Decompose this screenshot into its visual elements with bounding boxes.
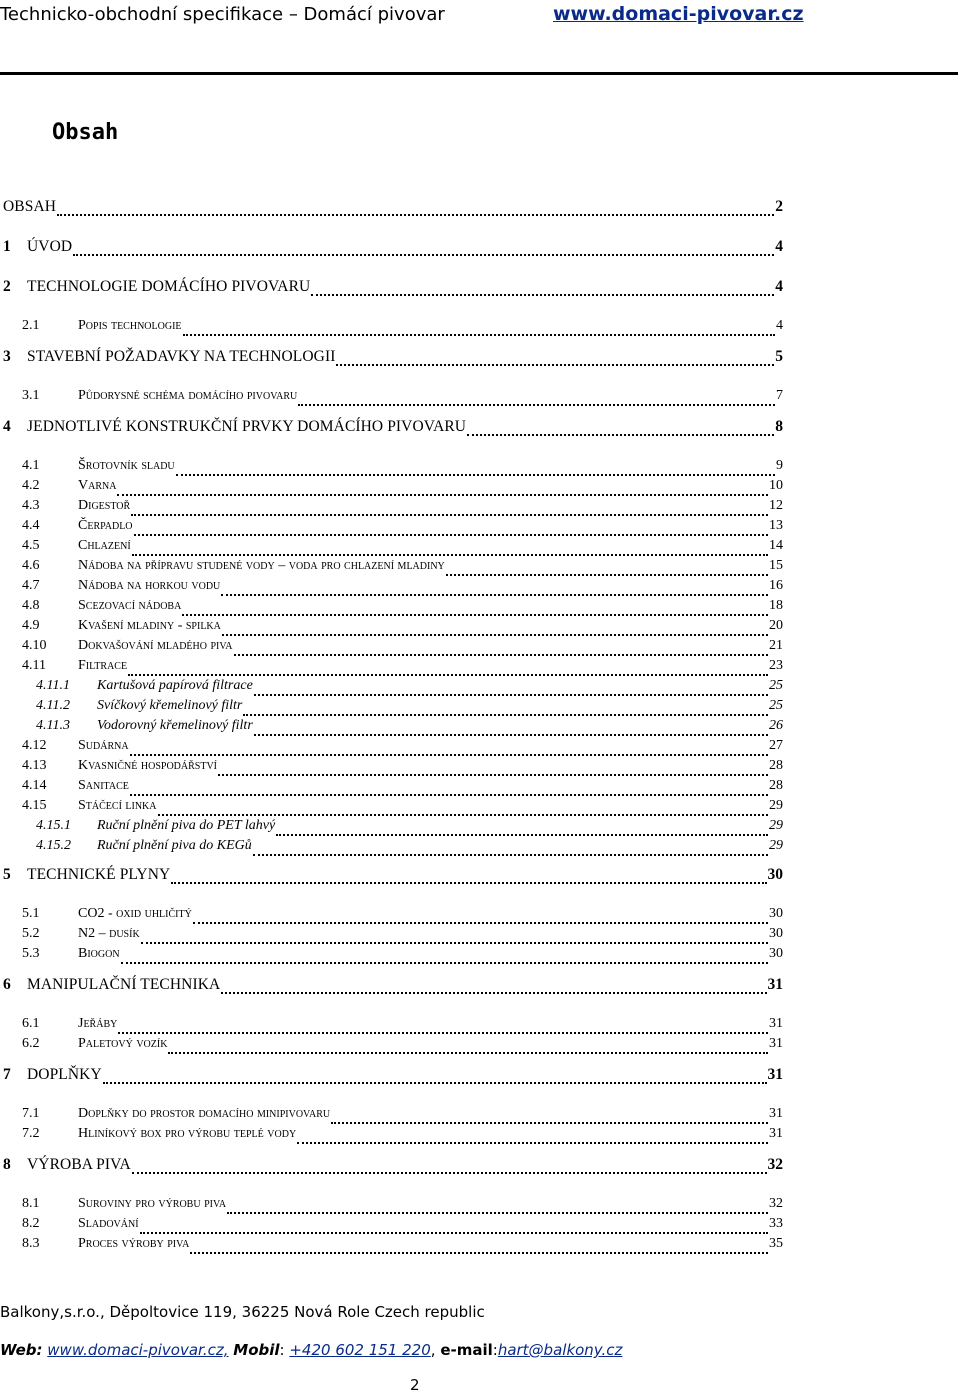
toc-entry[interactable] <box>3 1156 783 1176</box>
toc-entry-number: 6.2 <box>22 1036 40 1051</box>
toc-entry-page: 13 <box>769 518 783 533</box>
toc-entry-leader <box>193 920 768 924</box>
toc-entry-page: 4 <box>776 318 783 333</box>
toc-entry[interactable] <box>22 758 783 778</box>
toc-entry-page: 12 <box>769 498 783 513</box>
toc-entry-leader <box>168 1050 768 1054</box>
toc-entry-page: 32 <box>767 1156 783 1173</box>
toc-entry[interactable] <box>3 418 783 438</box>
web-colon: : <box>36 1341 43 1359</box>
toc-entry-page: 31 <box>769 1106 783 1121</box>
toc-entry-page: 31 <box>769 1126 783 1141</box>
toc-entry-label: Popis technologie <box>78 318 182 333</box>
toc-entry-number: 2.1 <box>22 318 40 333</box>
toc-entry-leader <box>311 292 774 296</box>
toc-entry-leader <box>158 812 769 816</box>
toc-entry-page: 14 <box>769 538 783 553</box>
toc-entry-number: 4.5 <box>22 538 40 553</box>
toc-entry[interactable] <box>22 558 783 578</box>
toc-entry-page: 23 <box>769 658 783 673</box>
toc-entry-number: 4.7 <box>22 578 40 593</box>
toc-entry-label: Paletový vozík <box>78 1036 168 1051</box>
toc-entry-leader <box>171 880 766 884</box>
toc-entry-number: 5.1 <box>22 906 40 921</box>
toc-entry-leader <box>297 1140 768 1144</box>
toc-entry-leader <box>222 632 768 636</box>
footer-address: Balkony,s.r.o., Děpoltovice 119, 36225 Nová Role Czech republic <box>0 1303 485 1321</box>
toc-entry-page: 32 <box>769 1196 783 1211</box>
toc-entry-label: Varna <box>78 478 117 493</box>
toc-entry-label: Šrotovník sladu <box>78 458 175 473</box>
toc-entry-page: 8 <box>775 418 783 435</box>
toc-entry-label: Suroviny pro výrobu piva <box>78 1196 227 1211</box>
toc-entry[interactable] <box>22 638 783 658</box>
toc-entry-label: Vodorovný křemelinový filtr <box>97 718 253 733</box>
toc-entry[interactable] <box>3 866 783 886</box>
toc-entry-leader <box>183 332 775 336</box>
header-divider <box>0 72 958 75</box>
toc-entry-number: 5.2 <box>22 926 40 941</box>
page-number: 2 <box>410 1376 420 1394</box>
toc-entry-page: 30 <box>767 866 783 883</box>
toc-entry[interactable] <box>3 348 783 368</box>
toc-entry-leader <box>117 492 768 496</box>
toc-entry[interactable] <box>22 946 783 966</box>
toc-entry-label: Kartušová papírová filtrace <box>97 678 253 693</box>
toc-entry-label: VÝROBA PIVA <box>27 1156 131 1173</box>
toc-entry[interactable] <box>22 658 783 678</box>
toc-entry-number: 4.15 <box>22 798 47 813</box>
toc-entry[interactable] <box>36 678 783 698</box>
toc-entry-page: 25 <box>769 698 783 713</box>
toc-entry-number: 4 <box>3 418 11 435</box>
toc-entry-label: Čerpadlo <box>78 518 133 533</box>
toc-entry-label: Ruční plnění piva do PET lahvý <box>97 818 276 833</box>
toc-entry-label: Sladování <box>78 1216 139 1231</box>
toc-entry-leader <box>132 1170 767 1174</box>
toc-entry-number: 5.3 <box>22 946 40 961</box>
toc-entry-label: Scezovací nádoba <box>78 598 182 613</box>
toc-entry-number: 4.11.2 <box>36 698 70 713</box>
toc-entry-leader <box>140 1230 768 1234</box>
footer-contacts: Web: www.domaci-pivovar.cz, Mobil: +420 602 151 220, e-mail:hart@balkony.cz <box>0 1341 623 1359</box>
toc-entry-number: 8.1 <box>22 1196 40 1211</box>
toc-entry-leader <box>121 960 768 964</box>
toc-entry-number: 4.15.2 <box>36 838 71 853</box>
toc-entry-label: Nádoba na horkou vodu <box>78 578 221 593</box>
toc-entry-number: 4.2 <box>22 478 40 493</box>
toc-entry-label: Půdorysné schéma domácího pivovaru <box>78 388 298 403</box>
toc-entry-page: 7 <box>776 388 783 403</box>
toc-entry[interactable] <box>22 318 783 338</box>
toc-entry[interactable] <box>22 926 783 946</box>
toc-entry-number: 8 <box>3 1156 11 1173</box>
toc-entry-page: 31 <box>769 1036 783 1051</box>
toc-entry-page: 31 <box>767 976 783 993</box>
web-label: Web <box>0 1341 37 1359</box>
toc-entry-leader <box>131 512 768 516</box>
toc-entry[interactable] <box>22 1196 783 1216</box>
toc-entry-number: 4.11.3 <box>36 718 70 733</box>
toc-entry-leader <box>234 652 768 656</box>
toc-entry-page: 26 <box>769 718 783 733</box>
toc-entry-number: 4.11 <box>22 658 46 673</box>
toc-entry-page: 31 <box>769 1016 783 1031</box>
toc-entry-label: Doplňky do prostor domacího minipivovaru <box>78 1106 331 1121</box>
toc-entry-label: Kvašení mladiny - spilka <box>78 618 221 633</box>
toc-entry[interactable] <box>36 698 783 718</box>
toc-entry-number: 6.1 <box>22 1016 40 1031</box>
toc-entry-leader <box>103 1080 767 1084</box>
toc-entry[interactable] <box>22 1216 783 1236</box>
toc-entry-number: 4.11.1 <box>36 678 70 693</box>
toc-entry-label: Nádoba na přípravu studené vody – voda pro chlazení mladiny <box>78 558 445 573</box>
toc-entry-leader <box>227 1210 768 1214</box>
toc-entry[interactable] <box>22 518 783 538</box>
toc-entry-label: Ruční plnění piva do KEGů <box>97 838 252 853</box>
toc-title: Obsah <box>52 120 119 145</box>
toc-entry-number: 3.1 <box>22 388 40 403</box>
toc-entry-leader <box>73 252 774 256</box>
toc-entry-leader <box>57 212 774 216</box>
toc-entry[interactable] <box>22 578 783 598</box>
toc-entry-page: 4 <box>775 278 783 295</box>
toc-entry-number: 3 <box>3 348 11 365</box>
toc-entry-number: 4.6 <box>22 558 40 573</box>
toc-entry-leader <box>182 612 768 616</box>
toc-entry[interactable] <box>22 1036 783 1056</box>
header-website-link[interactable]: www.domaci-pivovar.cz <box>553 3 804 25</box>
toc-entry-leader <box>130 752 768 756</box>
toc-entry[interactable] <box>22 618 783 638</box>
toc-entry-number: 4.3 <box>22 498 40 513</box>
toc-entry-leader <box>254 732 768 736</box>
toc-entry-label: Dokvašování mladého piva <box>78 638 233 653</box>
web-link[interactable]: www.domaci-pivovar.cz, <box>47 1341 229 1359</box>
toc-entry-page: 29 <box>769 818 783 833</box>
toc-entry-page: 30 <box>769 906 783 921</box>
toc-entry-label: Sanitace <box>78 778 129 793</box>
toc-entry-page: 30 <box>769 946 783 961</box>
toc-entry-page: 35 <box>769 1236 783 1251</box>
toc-entry[interactable] <box>22 388 783 408</box>
toc-entry-page: 28 <box>769 778 783 793</box>
toc-entry-number: 4.12 <box>22 738 47 753</box>
toc-entry[interactable] <box>3 1066 783 1086</box>
toc-entry-number: 4.9 <box>22 618 40 633</box>
toc-entry-page: 27 <box>769 738 783 753</box>
toc-entry-page: 25 <box>769 678 783 693</box>
toc-entry-leader <box>218 772 768 776</box>
toc-entry-label: Svíčkový křemelinový filtr <box>97 698 243 713</box>
toc-entry[interactable] <box>36 838 783 858</box>
toc-entry-number: 6 <box>3 976 11 993</box>
toc-entry-number: 7.2 <box>22 1126 40 1141</box>
toc-entry-label: Proces výroby piva <box>78 1236 190 1251</box>
toc-entry-number: 8.2 <box>22 1216 40 1231</box>
toc-entry-leader <box>467 432 774 436</box>
toc-entry-number: 4.13 <box>22 758 47 773</box>
toc-entry-label: Sudárna <box>78 738 129 753</box>
toc-entry-leader <box>253 852 768 856</box>
toc-entry[interactable] <box>22 1126 783 1146</box>
toc-entry-page: 28 <box>769 758 783 773</box>
toc-entry-page: 18 <box>769 598 783 613</box>
toc-entry-label: JEDNOTLIVÉ KONSTRUKČNÍ PRVKY DOMÁCÍHO PIVOVARU <box>27 418 467 435</box>
toc-entry-number: 4.15.1 <box>36 818 71 833</box>
toc-entry-page: 16 <box>769 578 783 593</box>
toc-entry-label: N2 – dusík <box>78 926 140 941</box>
toc-entry[interactable] <box>36 718 783 738</box>
toc-entry-label: OBSAH <box>3 198 57 215</box>
toc-entry-number: 7.1 <box>22 1106 40 1121</box>
toc-entry-page: 15 <box>769 558 783 573</box>
toc-entry-page: 5 <box>775 348 783 365</box>
toc-entry-label: Chlazení <box>78 538 131 553</box>
toc-entry-number: 7 <box>3 1066 11 1083</box>
toc-entry-label: STAVEBNÍ POŽADAVKY NA TECHNOLOGII <box>27 348 336 365</box>
toc-entry-leader <box>298 402 775 406</box>
toc-entry-leader <box>336 362 774 366</box>
toc-entry-leader <box>130 792 768 796</box>
toc-entry-leader <box>128 672 768 676</box>
email-link[interactable]: hart@balkony.cz <box>497 1341 623 1359</box>
toc-entry-label: Stáčecí linka <box>78 798 157 813</box>
toc-entry-number: 1 <box>3 238 11 255</box>
phone-link[interactable]: +420 602 151 220 <box>289 1341 431 1359</box>
toc-entry-leader <box>276 832 768 836</box>
toc-entry-page: 9 <box>776 458 783 473</box>
toc-entry-leader <box>132 552 768 556</box>
toc-entry-label: DOPLŇKY <box>27 1066 102 1083</box>
toc-entry-leader <box>190 1250 768 1254</box>
toc-entry-leader <box>243 712 768 716</box>
toc-entry[interactable] <box>3 976 783 996</box>
toc-entry-page: 10 <box>769 478 783 493</box>
toc-entry-number: 2 <box>3 278 11 295</box>
toc-entry-page: 29 <box>769 838 783 853</box>
toc-entry-label: Biogon <box>78 946 120 961</box>
toc-entry-label: Kvasničné hospodářství <box>78 758 218 773</box>
toc-entry[interactable] <box>22 598 783 618</box>
toc-entry[interactable] <box>36 818 783 838</box>
mobil-label: Mobil <box>233 1341 280 1359</box>
toc-entry-label: Hliníkový box pro výrobu teplé vody <box>78 1126 297 1141</box>
toc-entry[interactable] <box>22 1106 783 1126</box>
toc-entry[interactable] <box>22 798 783 818</box>
header-document-title: Technicko-obchodní specifikace – Domácí pivovar <box>0 4 445 25</box>
toc-entry-number: 4.10 <box>22 638 47 653</box>
toc-entry-label: Filtrace <box>78 658 128 673</box>
toc-entry-label: CO2 - oxid uhličitý <box>78 906 192 921</box>
toc-entry[interactable] <box>22 906 783 926</box>
toc-entry-leader <box>134 532 768 536</box>
toc-entry[interactable] <box>22 778 783 798</box>
toc-entry-label: Digestoř <box>78 498 131 513</box>
toc-entry-leader <box>254 692 768 696</box>
toc-entry[interactable] <box>22 498 783 518</box>
toc-entry-number: 4.1 <box>22 458 40 473</box>
toc-entry[interactable] <box>22 458 783 478</box>
toc-entry[interactable] <box>22 1236 783 1256</box>
toc-entry[interactable] <box>22 738 783 758</box>
toc-entry[interactable] <box>22 538 783 558</box>
toc-entry-page: 30 <box>769 926 783 941</box>
toc-entry-leader <box>176 472 775 476</box>
toc-entry-label: Jeřáby <box>78 1016 118 1031</box>
toc-entry-leader <box>221 592 768 596</box>
toc-entry-leader <box>446 572 768 576</box>
toc-entry[interactable] <box>3 198 783 218</box>
toc-entry-leader <box>331 1120 768 1124</box>
toc-entry-number: 4.4 <box>22 518 40 533</box>
toc-entry-number: 4.8 <box>22 598 40 613</box>
email-label: e-mail <box>440 1341 493 1359</box>
toc-entry-page: 21 <box>769 638 783 653</box>
toc-entry-leader <box>118 1030 768 1034</box>
toc-entry-number: 5 <box>3 866 11 883</box>
toc-entry-page: 31 <box>767 1066 783 1083</box>
toc-entry-page: 20 <box>769 618 783 633</box>
toc-entry-label: TECHNICKÉ PLYNY <box>27 866 171 883</box>
toc-entry-number: 8.3 <box>22 1236 40 1251</box>
toc-entry-label: TECHNOLOGIE DOMÁCÍHO PIVOVARU <box>27 278 311 295</box>
toc-entry[interactable] <box>3 238 783 258</box>
toc-entry-page: 2 <box>775 198 783 215</box>
toc-entry-page: 33 <box>769 1216 783 1231</box>
toc-entry[interactable] <box>22 1016 783 1036</box>
toc-entry-page: 29 <box>769 798 783 813</box>
toc-entry-page: 4 <box>775 238 783 255</box>
toc-entry-label: ÚVOD <box>27 238 73 255</box>
toc-entry[interactable] <box>22 478 783 498</box>
toc-entry[interactable] <box>3 278 783 298</box>
toc-entry-leader <box>141 940 768 944</box>
toc-entry-number: 4.14 <box>22 778 47 793</box>
toc-entry-leader <box>221 990 766 994</box>
toc-entry-label: MANIPULAČNÍ TECHNIKA <box>27 976 221 993</box>
